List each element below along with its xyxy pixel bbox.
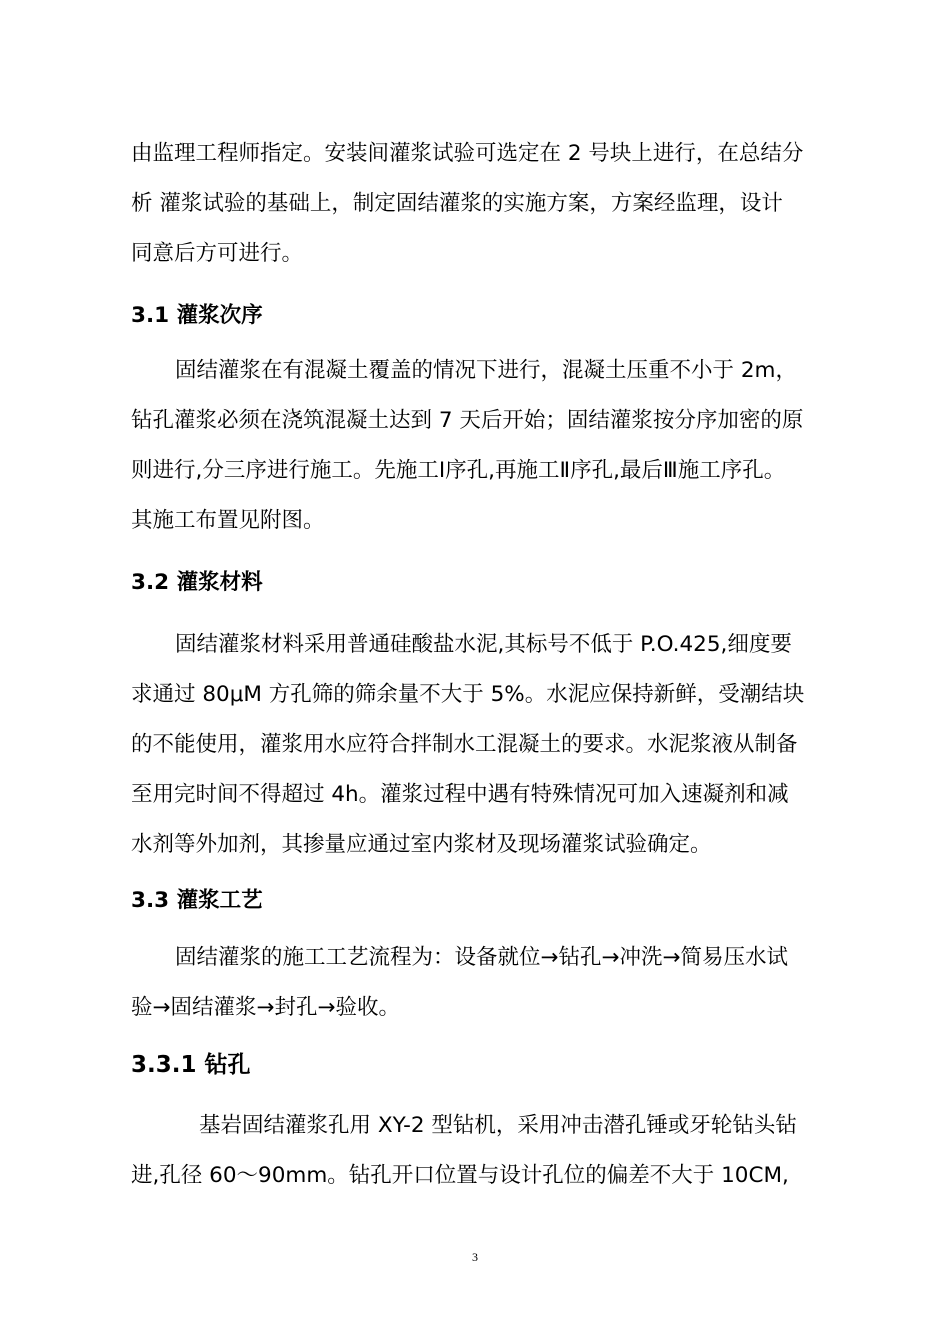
text-line: 同意后方可进行。 — [131, 241, 304, 266]
text-line: 析 灌浆试验的基础上，制定固结灌浆的实施方案，方案经监理，设计 — [131, 191, 783, 216]
text-line: 基岩固结灌浆孔用 XY-2 型钻机，采用冲击潜孔锤或牙轮钻头钻 — [199, 1113, 797, 1138]
paragraph-intro — [131, 129, 821, 279]
text-line: 由监理工程师指定。安装间灌浆试验可选定在 2 号块上进行，在总结分 — [131, 141, 804, 166]
text-line: 的不能使用，灌浆用水应符合拌制水工混凝土的要求。水泥浆液从制备 — [131, 732, 798, 757]
text-line: 固结灌浆材料采用普通硅酸盐水泥,其标号不低于 P.O.425,细度要 — [175, 632, 792, 657]
paragraph-grouting-sequence — [131, 346, 821, 546]
text-line: 其施工布置见附图。 — [131, 508, 325, 533]
text-line: 至用完时间不得超过 4h。灌浆过程中遇有特殊情况可加入速凝剂和减 — [131, 782, 789, 807]
paragraph-grouting-materials — [131, 620, 821, 870]
text-line: 水剂等外加剂，其掺量应通过室内浆材及现场灌浆试验确定。 — [131, 832, 712, 857]
text-line: 固结灌浆的施工工艺流程为：设备就位→钻孔→冲洗→简易压水试 — [175, 945, 789, 970]
section-heading-3-3: 3.3 灌浆工艺 — [131, 888, 263, 913]
text-line: 固结灌浆在有混凝土覆盖的情况下进行，混凝土压重不小于 2m， — [175, 358, 797, 383]
section-heading-3-2: 3.2 灌浆材料 — [131, 570, 263, 595]
section-heading-3-3-1: 3.3.1 钻孔 — [131, 1052, 251, 1078]
paragraph-grouting-process — [131, 933, 821, 1033]
text-line: 求通过 80μM 方孔筛的筛余量不大于 5%。水泥应保持新鲜，受潮结块 — [131, 682, 805, 707]
text-line: 钻孔灌浆必须在浇筑混凝土达到 7 天后开始；固结灌浆按分序加密的原 — [131, 408, 804, 433]
paragraph-drilling — [131, 1101, 821, 1201]
text-line: 进,孔径 60～90mm。钻孔开口位置与设计孔位的偏差不大于 10CM, — [131, 1163, 789, 1188]
page-number: 3 — [472, 1250, 478, 1264]
text-line: 验→固结灌浆→封孔→验收。 — [131, 995, 401, 1020]
text-line: 则进行,分三序进行施工。先施工Ⅰ序孔,再施工Ⅱ序孔,最后Ⅲ施工序孔。 — [131, 458, 786, 483]
section-heading-3-1: 3.1 灌浆次序 — [131, 303, 263, 328]
